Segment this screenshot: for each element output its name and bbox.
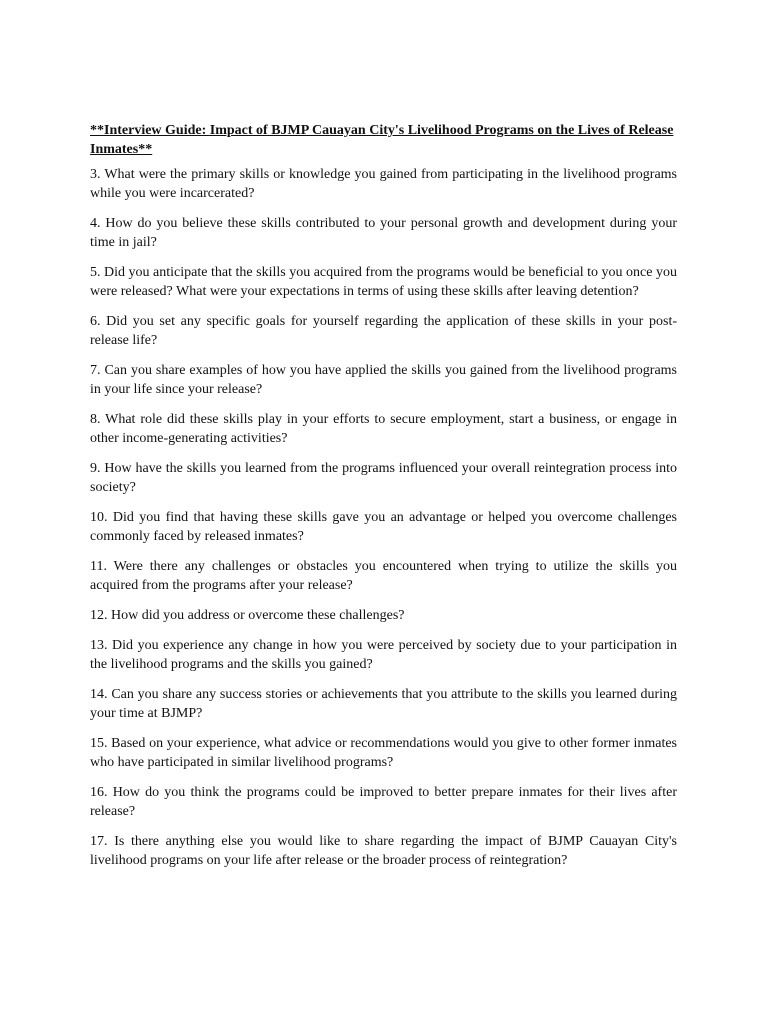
question-15: 15. Based on your experience, what advice or recommendations would you give to other former inmates who have participated in similar livelihood programs?: [90, 736, 677, 770]
question-9: 9. How have the skills you learned from the programs influenced your overall reintegration process into society?: [90, 461, 677, 495]
question-5: 5. Did you anticipate that the skills you acquired from the programs would be beneficial to you once you were released? What were your expectations in terms of using these skills after leaving detention?: [90, 265, 677, 299]
question-16: 16. How do you think the programs could be improved to better prepare inmates for their lives after release?: [90, 785, 677, 819]
question-6: 6. Did you set any specific goals for yourself regarding the application of these skills in your post-release life?: [90, 314, 677, 348]
question-list: [90, 165, 677, 870]
question-10: 10. Did you find that having these skills gave you an advantage or helped you overcome challenges commonly faced by released inmates?: [90, 510, 677, 544]
question-17: 17. Is there anything else you would like to share regarding the impact of BJMP Cauayan City's livelihood programs on your life after release or the broader process of reintegration?: [90, 834, 677, 868]
document-title: **Interview Guide: Impact of BJMP Cauayan City's Livelihood Programs on the Lives of Release Inmates**: [90, 123, 674, 157]
question-7: 7. Can you share examples of how you have applied the skills you gained from the livelihood programs in your life since your release?: [90, 363, 677, 397]
question-13: 13. Did you experience any change in how you were perceived by society due to your participation in the livelihood programs and the skills you gained?: [90, 638, 677, 672]
question-4: 4. How do you believe these skills contributed to your personal growth and development during your time in jail?: [90, 216, 677, 250]
question-11: 11. Were there any challenges or obstacles you encountered when trying to utilize the skills you acquired from the programs after your release?: [90, 559, 677, 593]
question-14: 14. Can you share any success stories or achievements that you attribute to the skills you learned during your time at BJMP?: [90, 687, 677, 721]
question-3: 3. What were the primary skills or knowledge you gained from participating in the livelihood programs while you were incarcerated?: [90, 167, 677, 201]
question-12: 12. How did you address or overcome these challenges?: [90, 608, 405, 623]
question-8: 8. What role did these skills play in your efforts to secure employment, start a business, or engage in other income-generating activities?: [90, 412, 677, 446]
document-content: [90, 121, 677, 881]
